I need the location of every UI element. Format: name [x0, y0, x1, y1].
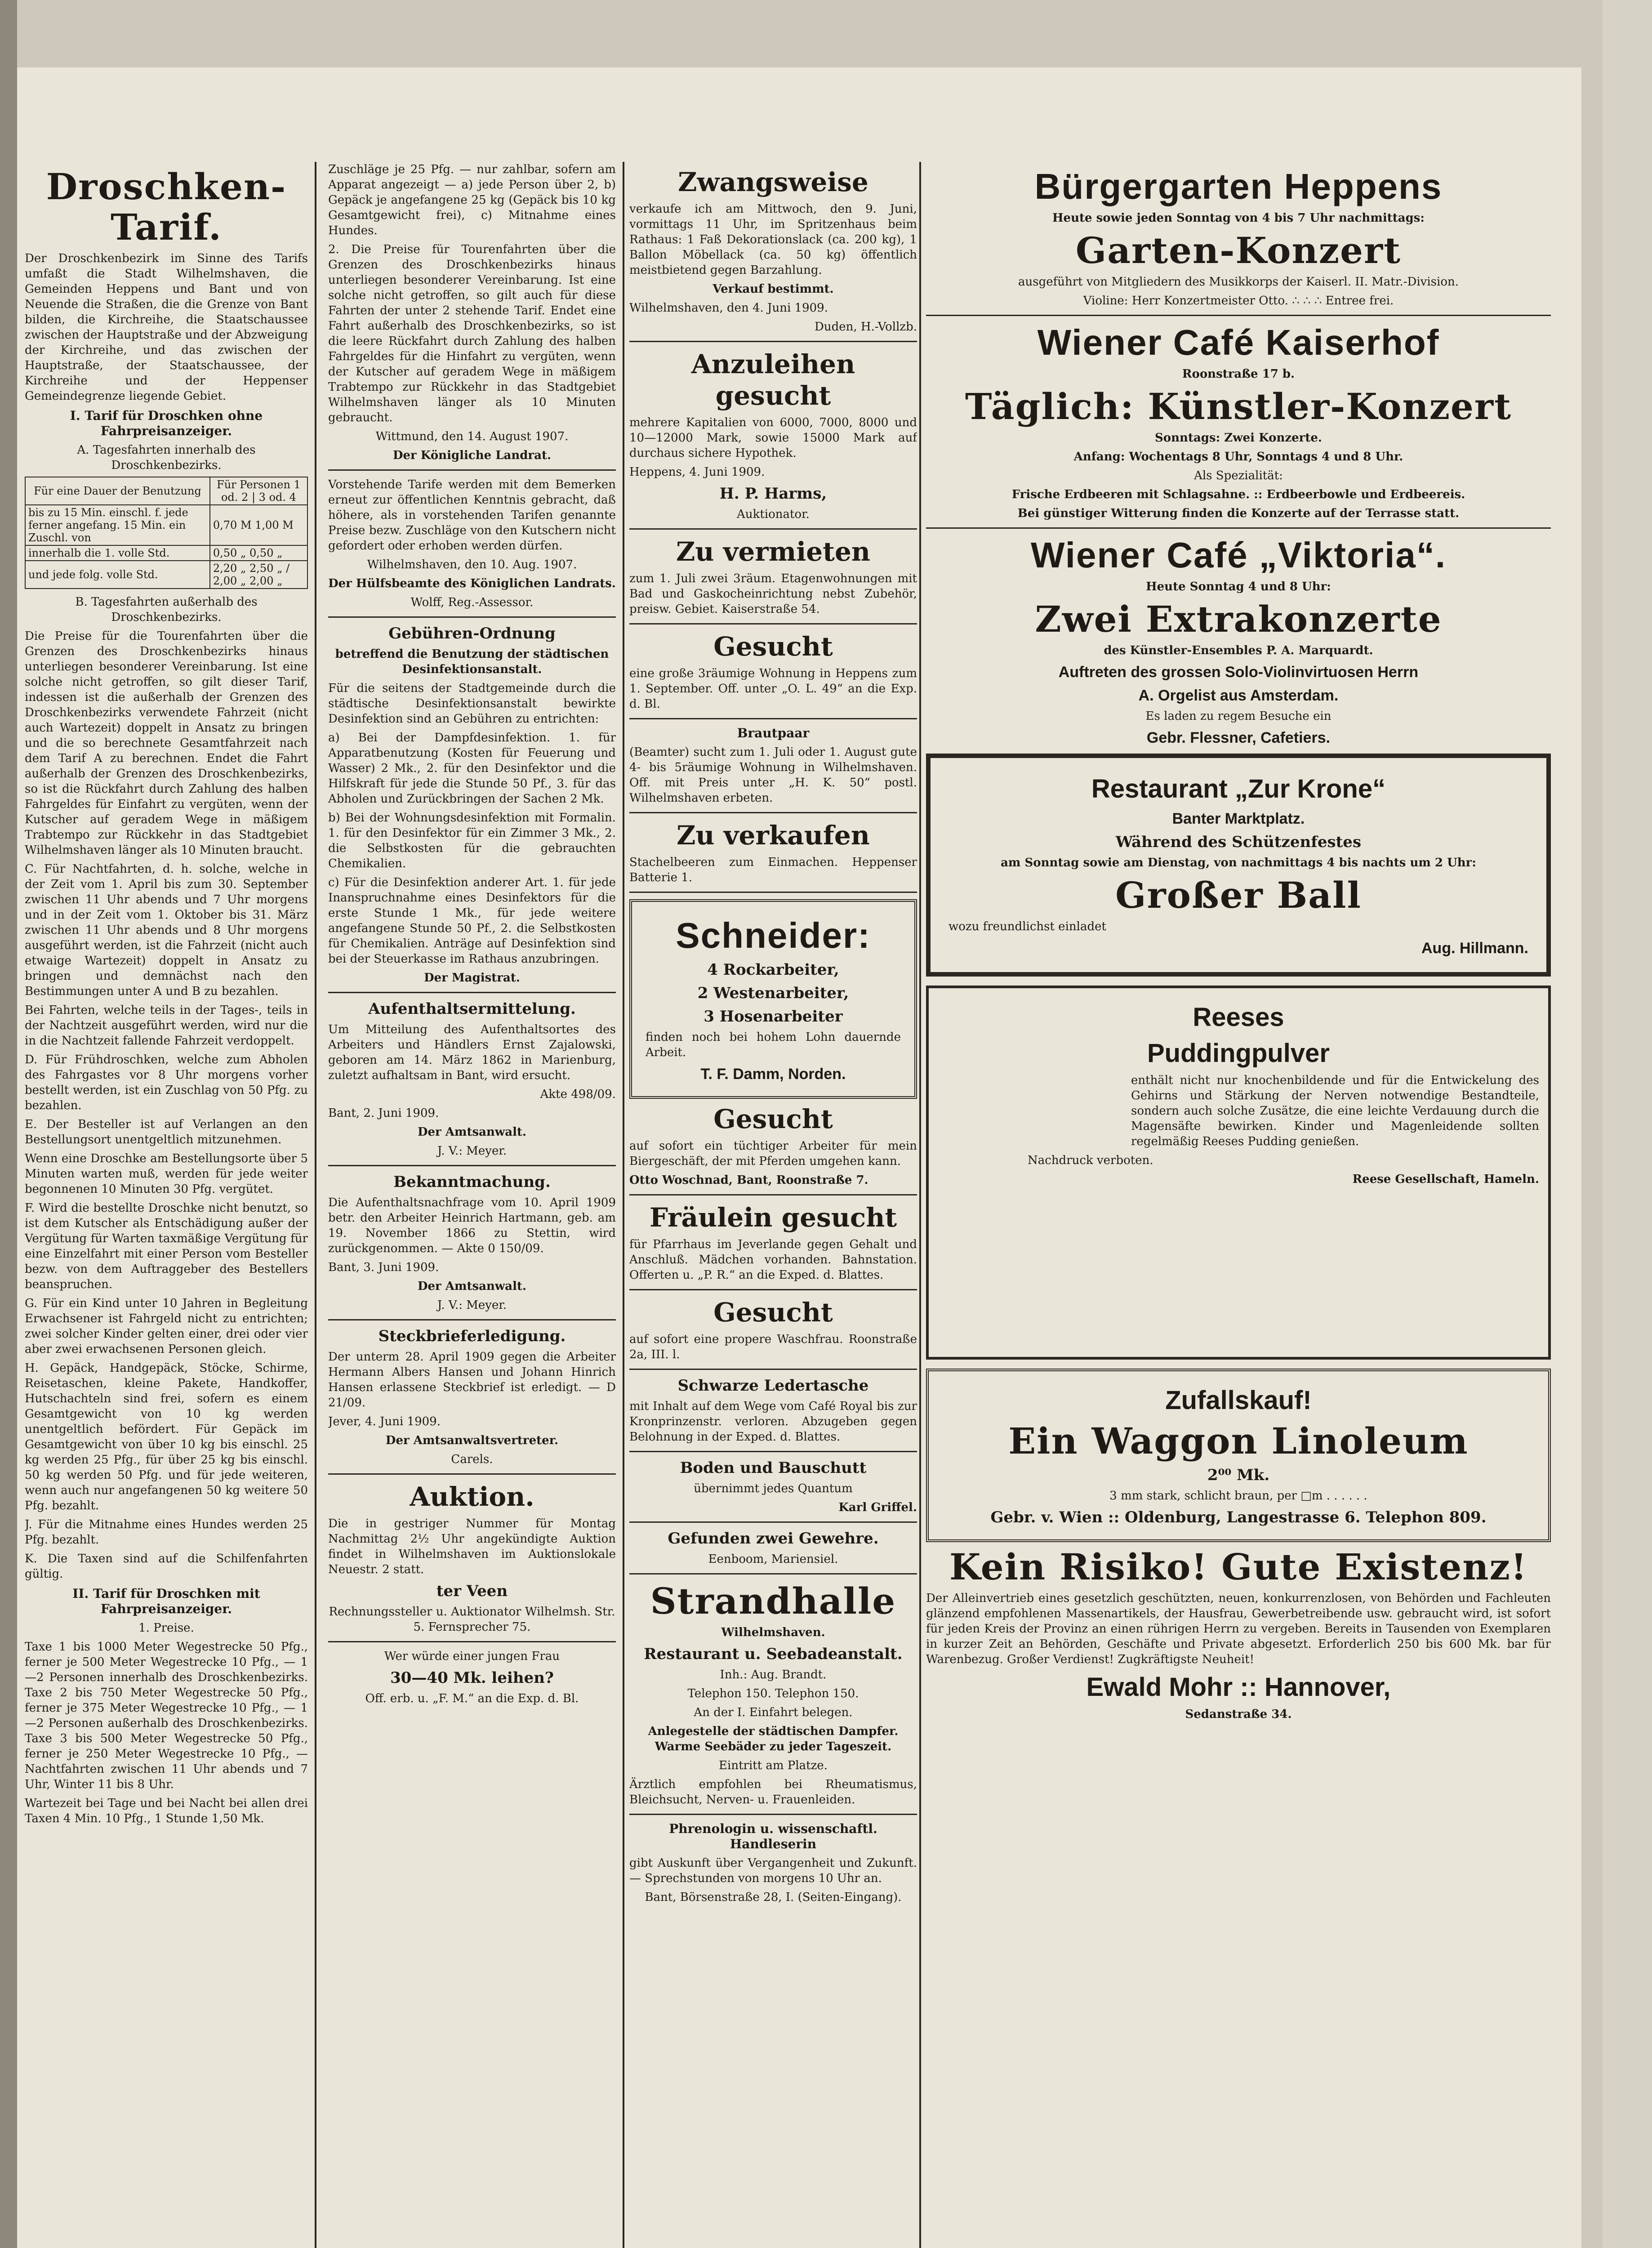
- risiko-text: Der Alleinvertrieb eines gesetzlich geschützten, neuen, konkurrenzlosen, von Behörden und Fachleuten glänzend empfohlenen Massenartikels, der Hausfrau, Gewerbetreibende usw. gebraucht wird, ist sofort für jeden Kreis der Provinz an einen rührigen Herrn zu vergeben. Bereits in Tausenden von Exemplaren in kurzer Zeit an Behörden, Geschäfte und Private abgesetzt. Erforderlich 250 bis 600 Mk. bar für Warenbezug. Großer Verdienst! Zugkräftigste Neuheit!: [926, 1592, 1551, 1666]
- prices-heading: 1. Preise.: [138, 1621, 194, 1635]
- divider: [629, 1573, 917, 1574]
- paragraph-k: K. Die Taxen sind auf die Schilfenfahrten gültig.: [25, 1552, 308, 1581]
- table-cell: 0,70 M 1,00 M: [210, 505, 307, 545]
- divider: [328, 1473, 616, 1475]
- tasche-text: mit Inhalt auf dem Wege vom Café Royal bis zur Kronprinzenstr. verloren. Abzugeben gegen Belohnung in der Exped. d. Blattes.: [629, 1400, 917, 1444]
- steck-sub: Carels.: [451, 1453, 493, 1466]
- reese-ad: [926, 986, 1551, 1360]
- list-item: 2 Westenarbeiter,: [697, 984, 849, 1002]
- linoleum-ad: [926, 1369, 1551, 1542]
- bekannt-title: Bekanntmachung.: [393, 1173, 551, 1191]
- section-a-heading: A. Tagesfahrten innerhalb des Droschkenbezirks.: [77, 443, 256, 472]
- gesucht-3-title: Gesucht: [713, 1297, 833, 1328]
- strandhalle-tel: Telephon 150. Telephon 150.: [687, 1687, 859, 1700]
- risiko-addr: Sedanstraße 34.: [1185, 1708, 1292, 1721]
- viktoria-invite: Es laden zu regem Besuche ein: [1145, 709, 1331, 723]
- zufall-title: Zufallskauf!: [1165, 1386, 1312, 1415]
- boden-title: Boden und Bauschutt: [680, 1459, 867, 1477]
- viktoria-sub: Heute Sonntag 4 und 8 Uhr:: [1146, 580, 1331, 593]
- reese-signature: Reese Gesellschaft, Hameln.: [1352, 1173, 1539, 1186]
- steck-text: Der unterm 28. April 1909 gegen die Arbeiter Hermann Albers Hansen und Johann Hinrich Hansen erlassene Steckbrief ist erledigt. — D 21/09.: [328, 1350, 616, 1409]
- strandhalle-city: Wilhelmshaven.: [721, 1626, 825, 1639]
- krone-signature: Aug. Hillmann.: [1421, 940, 1528, 957]
- zwang-title: Zwangsweise: [678, 167, 868, 197]
- gesucht-2-text: auf sofort ein tüchtiger Arbeiter für mein Biergeschäft, der mit Pferden umgehen kann.: [629, 1139, 917, 1168]
- steck-signature: Der Amtsanwaltsvertreter.: [385, 1434, 559, 1447]
- tour-fares-text: 2. Die Preise für Tourenfahrten über die Grenzen des Droschkenbezirks hinaus unterliegen besonderer Vereinbarung. Ist eine solche nicht getroffen, so gilt auch für diese Fahrten der unter 2 stehende Tarif. Endet eine Fahrt außerhalb des Droschkenbezirks, so ist die leere Rückfahrt durch Zahlung des halben Fahrgeldes für die Hinfahrt zu vergüten, wenn der Kutscher auf geradem Wege in mäßigem Trabtempo zur Rückkehr in das Stadtgebiet Wilhelmshaven länger als 10 Minuten gebraucht.: [328, 243, 616, 424]
- reese-text: enthält nicht nur knochenbildende und für die Entwickelung des Gehirns und Stärkung der Nerven notwendige Bestandteile, sondern auch solche Zusätze, die eine leichte Verdauung durch die Magensäfte bewirken. Kinder und Magenleidende sollten regelmäßig Reeses Pudding genießen.: [1131, 1074, 1539, 1148]
- anzu-sub: Auktionator.: [737, 508, 810, 521]
- column-rule: [623, 162, 624, 2248]
- reese-brand: Reeses: [1193, 1003, 1284, 1032]
- column-classifieds: [629, 162, 917, 2248]
- gesucht-2-signature: Otto Woschnad, Bant, Roonstraße 7.: [629, 1173, 868, 1187]
- divider: [328, 992, 616, 993]
- verk-title: Zu verkaufen: [677, 820, 870, 851]
- strandhalle-owner: Inh.: Aug. Brandt.: [720, 1668, 827, 1682]
- divider: [926, 527, 1551, 529]
- surcharge-text: Zuschläge je 25 Pfg. — nur zahlbar, sofern am Apparat angezeigt — a) jede Person über 2, b) Gepäck je angefangene 25 kg (Gepäck bis 10 kg Gesamtgewicht frei), c) Mitnahme eines Hundes.: [328, 163, 616, 237]
- kaiserhof-times: Anfang: Wochentags 8 Uhr, Sonntags 4 und 8 Uhr.: [1073, 450, 1403, 464]
- table-row: [25, 545, 307, 561]
- kaiserhof-headline: Täglich: Künstler-Konzert: [965, 385, 1512, 428]
- fare-table: [25, 477, 308, 589]
- verm-text: zum 1. Juli zwei 3räum. Etagenwohnungen mit Bad und Gaskocheinrichtung nebst Zubehör, preisw. Gebiet. Kaiserstraße 54.: [629, 572, 917, 616]
- signature-date: Wilhelmshaven, den 10. Aug. 1907.: [367, 558, 577, 571]
- zwang-note: Verkauf bestimmt.: [712, 282, 834, 296]
- paragraph-e2: Wenn eine Droschke am Bestellungsorte über 5 Minuten warten muß, werden für jede weiter begonnenen 10 Minuten 30 Pfg. vergütet.: [25, 1152, 308, 1196]
- leihen-headline: 30—40 Mk. leihen?: [390, 1669, 554, 1687]
- fare-header-persons: Für Personen 1 od. 2 | 3 od. 4: [210, 477, 307, 505]
- divider: [328, 1641, 616, 1642]
- krone-title: Restaurant „Zur Krone“: [1091, 774, 1386, 803]
- steck-date: Jever, 4. Juni 1909.: [328, 1415, 441, 1428]
- steck-title: Steckbrieferledigung.: [378, 1327, 566, 1345]
- divider: [629, 1451, 917, 1452]
- strandhalle-title: Strandhalle: [650, 1580, 896, 1622]
- gebuehr-text: Für die seitens der Stadtgemeinde durch die städtische Desinfektionsanstalt bewirkte Desinfektion sind an Gebühren zu entrichten:: [328, 682, 616, 726]
- page-right-margin: [1603, 0, 1652, 2248]
- gebuehr-subtitle: betreffend die Benutzung der städtischen Desinfektionsanstalt.: [335, 647, 609, 676]
- zwang-signature: Duden, H.-Vollzb.: [814, 320, 917, 334]
- paragraph-c2: Bei Fahrten, welche teils in der Tages-, teils in der Nachtzeit ausgeführt werden, wird nur die in die Nachtzeit fallende Fahrzeit verdoppelt.: [25, 1004, 308, 1048]
- divider: [629, 1521, 917, 1523]
- boden-signature: Karl Griffel.: [838, 1501, 917, 1514]
- gewehre-sub: Eenboom, Mariensiel.: [708, 1552, 838, 1566]
- leihen-sub: Off. erb. u. „F. M.“ an die Exp. d. Bl.: [365, 1692, 579, 1705]
- divider: [328, 616, 616, 618]
- zwang-text: verkaufe ich am Mittwoch, den 9. Juni, vormittags 11 Uhr, im Spritzenhaus beim Rathaus: 1 Faß Dekorationslack (ca. 200 kg), 1 Ballon Möbellack (ca. 50 kg) öffentlich meistbietend gegen Barzahlung.: [629, 202, 917, 277]
- magistrat-signature: Der Magistrat.: [424, 971, 520, 985]
- risiko-title: Kein Risiko! Gute Existenz!: [949, 1546, 1527, 1588]
- bekannt-signature: Der Amtsanwalt.: [417, 1280, 527, 1293]
- viktoria-title: Wiener Café „Viktoria“.: [1030, 535, 1447, 575]
- aufenthalt-date: Bant, 2. Juni 1909.: [328, 1106, 439, 1120]
- krone-invite: wozu freundlichst einladet: [948, 920, 1106, 933]
- anzu-title: Anzuleihen gesucht: [691, 349, 855, 411]
- reese-note: Nachdruck verboten.: [1028, 1154, 1153, 1167]
- schneider-signature: T. F. Damm, Norden.: [700, 1066, 846, 1083]
- divider: [629, 892, 917, 893]
- divider: [629, 718, 917, 719]
- veen-name: ter Veen: [436, 1582, 508, 1600]
- bekannt-date: Bant, 3. Juni 1909.: [328, 1261, 439, 1274]
- droschken-intro: Der Droschkenbezirk im Sinne des Tarifs umfaßt die Stadt Wilhelmshaven, die Gemeinden Heppens und Bant und von Neuende die Straßen, die die Grenze von Bant bilden, die Kirchreihe, die Staatschaussee zwischen der Hauptstraße und der Abzweigung der Kirchreihe, und das zwischen der Hauptstraße, der Staatschaussee, der Kirchreihe und der Heppenser Gemeindegrenze liegende Gebiet.: [25, 252, 308, 403]
- paragraph-b: Die Preise für die Tourenfahrten über die Grenzen des Droschkenbezirks hinaus unterliegen besonderer Vereinbarung. Ist eine solche nicht getroffen, so gilt dieser Tarif, indessen ist die außerhalb der Grenzen des Droschkenbezirks verwendete Fahrzeit (nicht auch Wartezeit) doppelt in Ansatz zu bringen und die so berechnete Gesamtfahrzeit nach dem Tarif A zu berechnen. Endet die Fahrt außerhalb der Grenzen des Droschkenbezirks, so ist die Rückfahrt durch Zahlung des halben Fahrgeldes für Einfahrt zu vergüten, wenn der Kutscher auf geradem Wege in mäßigem Trabtempo zur Rückkehr in das Stadtgebiet Wilhelmshaven länger als 10 Minuten braucht.: [25, 629, 308, 857]
- fare-header-duration: Für eine Dauer der Benutzung: [25, 477, 210, 505]
- section-b-heading: B. Tagesfahrten außerhalb des Droschkenbezirks.: [75, 595, 258, 624]
- table-cell: und jede folg. volle Std.: [25, 561, 210, 589]
- table-row: [25, 561, 307, 589]
- krone-when: am Sonntag sowie am Dienstag, von nachmittags 4 bis nachts um 2 Uhr:: [1001, 856, 1476, 870]
- column-rule: [919, 162, 921, 2248]
- waiting-fee: Wartezeit bei Tage und bei Nacht bei allen drei Taxen 4 Min. 10 Pfg., 1 Stunde 1,50 Mk.: [25, 1797, 308, 1825]
- heppens-text: ausgeführt von Mitgliedern des Musikkorps der Kaiserl. II. Matr.-Division.: [1018, 275, 1459, 289]
- list-item: 4 Rockarbeiter,: [707, 961, 839, 979]
- phren-title: Phrenologin u. wissenschaftl. Handleserin: [669, 1821, 877, 1851]
- kaiserhof-sunday: Sonntags: Zwei Konzerte.: [1155, 431, 1322, 445]
- gesucht-3-text: auf sofort eine propere Waschfrau. Roonstraße 2a, III. l.: [629, 1333, 917, 1361]
- verk-text: Stachelbeeren zum Einmachen. Heppenser Batterie 1.: [629, 856, 917, 884]
- paragraph-f: F. Wird die bestellte Droschke nicht benutzt, so ist dem Kutscher als Entschädigung außer der Vergütung für Warten taxmäßige Vergütung für eine Einzelfahrt mit einer Person vom Besteller bezw. von dem Auftraggeber des Bestellers beanspruchen.: [25, 1201, 308, 1291]
- leihen-text: Wer würde einer jungen Frau: [384, 1650, 560, 1663]
- table-cell: innerhalb die 1. volle Std.: [25, 545, 210, 561]
- kaiserhof-spec-text: Frische Erdbeeren mit Schlagsahne. :: Erdbeerbowle und Erdbeereis.: [1011, 488, 1465, 501]
- table-cell: 2,20 „ 2,50 „ / 2,00 „ 2,00 „: [210, 561, 307, 589]
- gewehre-title: Gefunden zwei Gewehre.: [668, 1530, 879, 1548]
- gesucht-2-title: Gesucht: [713, 1104, 833, 1134]
- divider: [629, 1194, 917, 1195]
- paragraph-e: E. Der Besteller ist auf Verlangen an den Bestellungsort unentgeltlich mitzunehmen.: [25, 1118, 308, 1146]
- column-official-notices: [328, 162, 616, 2248]
- signature-official: Der Hülfsbeamte des Königlichen Landrats.: [328, 577, 616, 590]
- strandhalle-note: An der I. Einfahrt belegen.: [694, 1706, 853, 1719]
- list-item: 3 Hosenarbeiter: [704, 1008, 843, 1026]
- viktoria-name: A. Orgelist aus Amsterdam.: [1138, 687, 1339, 704]
- strandhalle-text: Ärztlich empfohlen bei Rheumatismus, Bleichsucht, Nerven- u. Frauenleiden.: [629, 1778, 917, 1806]
- heppens-violin: Violine: Herr Konzertmeister Otto. ∴ ∴ ∴ Entree frei.: [1083, 294, 1394, 308]
- divider: [629, 528, 917, 530]
- column-rule: [315, 162, 316, 2248]
- kaiserhof-addr: Roonstraße 17 b.: [1182, 367, 1295, 381]
- paragraph-h: H. Gepäck, Handgepäck, Stöcke, Schirme, Reisetaschen, kleine Pakete, Handkoffer, Hutschachteln sind frei, sofern es einem Gesamtgewicht von 10 kg werden unentgeltlich befördert. Für Gepäck im Gesamtgewicht von über 10 kg bis einschl. 25 kg werden 25 Pfg., für über 25 kg bis einschl. 50 kg werden 50 Pfg. und für jede weiteren, wenn auch nur angefangenen 50 kg weitere 50 Pfg. bezahlt.: [25, 1361, 308, 1512]
- krone-addr: Banter Marktplatz.: [1172, 810, 1305, 827]
- divider: [629, 623, 917, 624]
- heppens-title: Bürgergarten Heppens: [1034, 166, 1443, 206]
- zufall-price: 2⁰⁰ Mk.: [1207, 1466, 1270, 1484]
- boden-text: übernimmt jedes Quantum: [694, 1482, 853, 1495]
- schneider-ad: [629, 899, 917, 1099]
- tasche-title: Schwarze Ledertasche: [677, 1377, 869, 1395]
- droschken-title: Droschken-Tarif.: [46, 165, 287, 248]
- fraulein-text: für Pfarrhaus im Jeverlande gegen Gehalt und Anschluß. Mädchen vorhanden. Bahnstation. Offerten u. „P. R.“ an die Exped. d. Blattes.: [629, 1238, 917, 1282]
- column-large-ads: [926, 162, 1551, 2248]
- signature-date: Wittmund, den 14. August 1907.: [375, 430, 569, 443]
- anzu-date: Heppens, 4. Juni 1909.: [629, 465, 765, 479]
- gebuehr-title: Gebühren-Ordnung: [388, 624, 556, 642]
- bekannt-sub: J. V.: Meyer.: [437, 1298, 507, 1312]
- viktoria-signature: Gebr. Flessner, Cafetiers.: [1146, 729, 1331, 746]
- divider: [328, 469, 616, 471]
- auktion-text: Die in gestriger Nummer für Montag Nachmittag 2½ Uhr angekündigte Auktion findet in Wilhelmshaven im Auktionslokale Neuestr. 2 statt.: [328, 1517, 616, 1576]
- krone-headline: Großer Ball: [1115, 874, 1362, 916]
- krone-sub: Während des Schützenfestes: [1115, 833, 1362, 851]
- anzu-text: mehrere Kapitalien von 6000, 7000, 8000 und 10—12000 Mark, sowie 15000 Mark auf durchaus sichere Hypothek.: [629, 416, 917, 460]
- paragraph-c: C. Für Nachtfahrten, d. h. solche, welche in der Zeit vom 1. April bis zum 30. September zwischen 11 Uhr abends und 7 Uhr morgens und in der Zeit vom 1. Oktober bis 31. März zwischen 11 Uhr abends und 8 Uhr morgens ausgeführt werden, ist die Fahrzeit (nicht auch etwaige Wartezeit) doppelt in Ansatz zu bringen und demnächst nach den Bestimmungen unter A und B zu bezahlen.: [25, 862, 308, 998]
- gesucht-text: eine große 3räumige Wohnung in Heppens zum 1. September. Off. unter „O. L. 49“ an die Exp. d. Bl.: [629, 667, 917, 711]
- divider: [629, 1289, 917, 1290]
- paragraph-d: D. Für Frühdroschken, welche zum Abholen des Fahrgastes vor 8 Uhr morgens vorher bestellt werden, ist ein Zuschlag von 50 Pfg. zu bezahlen.: [25, 1053, 308, 1112]
- aufenthalt-ref: Akte 498/09.: [540, 1088, 616, 1101]
- paragraph-g: G. Für ein Kind unter 10 Jahren in Begleitung Erwachsener ist Fahrgeld nicht zu entrichten; zwei solcher Kinder gelten einer, drei oder vier aber zwei erwachsenen Personen gleich.: [25, 1297, 308, 1356]
- schneider-title: Schneider:: [676, 915, 871, 955]
- zwang-date: Wilhelmshaven, den 4. Juni 1909.: [629, 301, 828, 315]
- fraulein-title: Fräulein gesucht: [649, 1202, 897, 1233]
- aufenthalt-signature: Der Amtsanwalt.: [417, 1125, 527, 1139]
- veen-sub: Rechnungssteller u. Auktionator Wilhelmsh. Str. 5. Fernsprecher 75.: [329, 1605, 615, 1634]
- paragraph-j: J. Für die Mitnahme eines Hundes werden 25 Pfg. bezahlt.: [25, 1518, 308, 1547]
- kaiserhof-title: Wiener Café Kaiserhof: [1037, 322, 1440, 362]
- viktoria-solo: Auftreten des grossen Solo-Violinvirtuosen Herrn: [1058, 664, 1419, 681]
- aufenthalt-text: Um Mitteilung des Aufenthaltsortes des Arbeiters und Händlers Ernst Zajalowski, geboren am 14. März 1862 in Marienburg, zuletzt aufhaltsam in Bant, wird ersucht.: [328, 1023, 616, 1082]
- kaiserhof-weather: Bei günstiger Witterung finden die Konzerte auf der Terrasse statt.: [1017, 507, 1460, 520]
- viktoria-text: des Künstler-Ensembles P. A. Marquardt.: [1104, 644, 1373, 657]
- column-droschken-tarif: [25, 162, 308, 2248]
- heppens-sub: Heute sowie jeden Sonntag von 4 bis 7 Uhr nachmittags:: [1052, 211, 1425, 225]
- gebuehr-section-c: c) Für die Desinfektion anderer Art. 1. für jede Inanspruchnahme eines Desinfektors für die erste Stunde 1 Mk., für jede weitere angefangene Stunde 50 Pf., 2. die Selbstkosten für Chemikalien. Anträge auf Desinfektion sind bei der Steuerkasse im Rathaus anzubringen.: [328, 876, 616, 966]
- braut-text: (Beamter) sucht zum 1. Juli oder 1. August gute 4- bis 5räumige Wohnung in Wilhelmshaven. Off. mit Preis unter „H. K. 50“ postl. Wilhelmshaven erbeten.: [629, 745, 917, 805]
- strandhalle-fee: Eintritt am Platze.: [719, 1759, 828, 1772]
- zufall-text: 3 mm stark, schlicht braun, per □m . . . . . .: [1109, 1489, 1367, 1503]
- braut-title: Brautpaar: [737, 726, 810, 740]
- tarif-notice: Vorstehende Tarife werden mit dem Bemerken erneut zur öffentlichen Kenntnis gebracht, daß höhere, als in vorstehenden Tarifen genannte Preise bezw. Zuschläge von den Kutschern nicht gefordert oder erhoben werden dürfen.: [328, 478, 616, 553]
- table-cell: 0,50 „ 0,50 „: [210, 545, 307, 561]
- divider: [926, 315, 1551, 316]
- divider: [328, 1165, 616, 1166]
- aufenthalt-title: Aufenthaltsermittelung.: [368, 1000, 576, 1018]
- heppens-headline: Garten-Konzert: [1075, 229, 1402, 272]
- viktoria-headline: Zwei Extrakonzerte: [1035, 598, 1442, 640]
- kaiserhof-spec: Als Spezialität:: [1194, 469, 1283, 482]
- signature-assessor: Wolff, Reg.-Assessor.: [410, 596, 534, 609]
- table-cell: bis zu 15 Min. einschl. f. jede ferner angefang. 15 Min. ein Zuschl. von: [25, 505, 210, 545]
- reese-product: Puddingpulver: [1147, 1039, 1330, 1068]
- verm-title: Zu vermieten: [676, 536, 871, 567]
- auktion-title: Auktion.: [410, 1481, 534, 1512]
- aufenthalt-sub: J. V.: Meyer.: [437, 1144, 507, 1158]
- zufall-headline: Ein Waggon Linoleum: [1008, 1420, 1469, 1462]
- divider: [629, 1369, 917, 1370]
- strandhalle-ship: Anlegestelle der städtischen Dampfer. Warme Seebäder zu jeder Tageszeit.: [648, 1725, 899, 1753]
- bekannt-text: Die Aufenthaltsnachfrage vom 10. April 1909 betr. den Arbeiter Heinrich Hartmann, geb. am 19. November 1866 zu Stettin, wird zurückgenommen. — Akte 0 150/09.: [328, 1196, 616, 1255]
- section-2-heading: II. Tarif für Droschken mit Fahrpreisanzeiger.: [72, 1586, 260, 1616]
- divider: [328, 1319, 616, 1320]
- gesucht-title: Gesucht: [713, 631, 833, 662]
- schneider-text: finden noch bei hohem Lohn dauernde Arbeit.: [646, 1030, 901, 1059]
- page-left-edge: [0, 0, 17, 2248]
- risiko-signature: Ewald Mohr :: Hannover,: [1086, 1673, 1391, 1702]
- divider: [629, 341, 917, 342]
- phren-text: gibt Auskunft über Vergangenheit und Zukunft. — Sprechstunden von morgens 10 Uhr an.: [629, 1856, 917, 1885]
- phren-addr: Bant, Börsenstraße 28, I. (Seiten-Eingang).: [645, 1891, 902, 1904]
- zufall-signature: Gebr. v. Wien :: Oldenburg, Langestrasse 6. Telephon 809.: [990, 1508, 1487, 1526]
- table-row: [25, 505, 307, 545]
- gebuehr-section-b: b) Bei der Wohnungsdesinfektion mit Formalin. 1. für den Desinfektor für ein Zimmer 3 Mk., 2. die Selbstkosten für die gebrauchten Chemikalien.: [328, 811, 616, 870]
- prices-text: Taxe 1 bis 1000 Meter Wegestrecke 50 Pfg., ferner je 500 Meter Wegestrecke 10 Pfg., — 1—2 Personen innerhalb des Droschkenbezirks. Taxe 2 bis 750 Meter Wegestrecke 50 Pfg., ferner je 375 Meter Wegestrecke 10 Pfg., — 1—2 Personen außerhalb des Droschkenbezirks. Taxe 3 bis 500 Meter Wegestrecke 50 Pfg., ferner je 250 Meter Wegestrecke 10 Pfg., — Nachtfahrten zwischen 11 Uhr abends und 7 Uhr, Winter 11 bis 8 Uhr.: [25, 1640, 308, 1791]
- section-1-heading: I. Tarif für Droschken ohne Fahrpreisanzeiger.: [70, 408, 263, 438]
- divider: [629, 1814, 917, 1815]
- gebuehr-section-a: a) Bei der Dampfdesinfektion. 1. für Apparatbenutzung (Kosten für Feuerung und Wasser) 2 Mk., 2. für den Desinfektor und die Hilfskraft für jede die Stunde 50 Pf., 3. für das Abholen und Zurückbringen der Sachen 2 Mk.: [328, 731, 616, 806]
- anzu-signature: H. P. Harms,: [719, 485, 827, 503]
- strandhalle-sub: Restaurant u. Seebadeanstalt.: [644, 1645, 903, 1663]
- signature-landrat: Der Königliche Landrat.: [392, 449, 552, 462]
- krone-ad: [926, 754, 1551, 977]
- divider: [629, 812, 917, 813]
